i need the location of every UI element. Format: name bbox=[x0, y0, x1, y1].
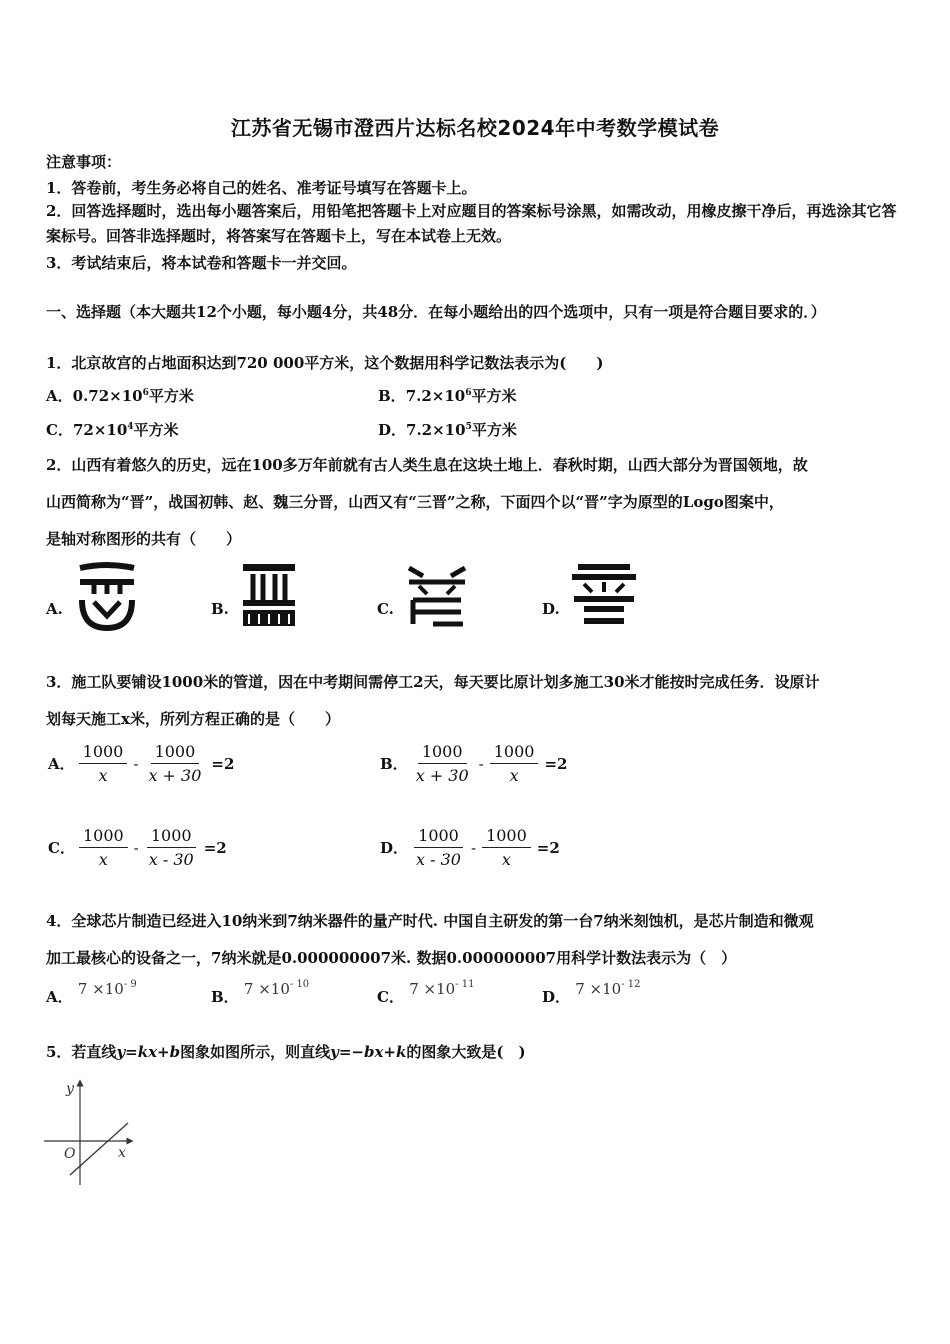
notice-item-2: 2．回答选择题时，选出每小题答案后，用铅笔把答题卡上对应题目的答案标号涂黑，如需改动，用橡皮擦干净后，再选涂其它答案标号。回答非选择题时，将答案写在答题卡上，写在本试卷上无效。 bbox=[46, 202, 897, 245]
question-2-stem-line-1: 2．山西有着悠久的历史，远在100多万年前就有古人类生息在这块土地上．春秋时期，山西大部分为晋国领地，故 bbox=[46, 456, 808, 474]
notice-heading: 注意事项： bbox=[46, 153, 122, 171]
fraction: $\frac{1000}{x - 30}$ bbox=[416, 826, 461, 869]
question-4-stem-line-2: 加工最核心的设备之一，7纳米就是0.000000007米. 数据0.000000007用科学计数法表示为（ ） bbox=[46, 949, 737, 967]
q4-option-a[interactable]: A． $7 \times 10^{- 9}$ bbox=[46, 979, 137, 1006]
x-axis-label: x bbox=[118, 1145, 126, 1161]
q3-option-b[interactable]: B． $\frac{1000}{x + 30}$ - $\frac{1000}{x}$ =2 bbox=[380, 742, 568, 785]
question-3-stem-line-2: 划每天施工x米，所列方程正确的是（ ） bbox=[46, 710, 340, 728]
question-4-stem-line-1: 4．全球芯片制造已经进入10纳米到7纳米器件的量产时代. 中国自主研发的第一台7纳米刻蚀机，是芯片制造和微观 bbox=[46, 912, 814, 930]
question-1-stem: 1．北京故宫的占地面积达到720 000平方米，这个数据用科学记数法表示为( ) bbox=[46, 354, 604, 372]
y-axis-label: y bbox=[66, 1081, 74, 1097]
question-3-stem-line-1: 3．施工队要铺设1000米的管道，因在中考期间需停工2天，每天要比原计划多施工30米才能按时完成任务．设原计 bbox=[46, 673, 820, 691]
notice-item-3: 3．考试结束后，将本试卷和答题卡一并交回。 bbox=[46, 254, 357, 272]
q1-option-b[interactable]: B．$7.2\times 10^6$平方米 bbox=[378, 387, 517, 405]
fraction: $\frac{1000}{x - 30}$ bbox=[148, 826, 194, 869]
origin-label: O bbox=[64, 1146, 76, 1162]
q4-option-d[interactable]: D． $7 \times 10^{- 12}$ bbox=[542, 979, 641, 1006]
section-heading: 一、选择题（本大题共12个小题，每小题4分，共48分．在每小题给出的四个选项中，只有一项是符合题目要求的．） bbox=[46, 303, 826, 321]
q1-option-a[interactable]: A．$0.72\times 10^6$平方米 bbox=[46, 387, 194, 405]
fraction: $\frac{1000}{x + 30}$ bbox=[148, 742, 202, 785]
fraction: $\frac{1000}{x}$ bbox=[79, 826, 128, 869]
jin-logo-c-icon bbox=[405, 560, 469, 630]
fraction: $\frac{1000}{x}$ bbox=[482, 826, 531, 869]
jin-logo-d-icon bbox=[570, 560, 638, 630]
q1-option-c[interactable]: C．$72\times 10^4$平方米 bbox=[46, 421, 179, 439]
jin-logo-a-icon bbox=[74, 560, 140, 632]
fraction: $\frac{1000}{x + 30}$ bbox=[415, 742, 469, 785]
q4-option-b[interactable]: B． $7 \times 10^{- 10}$ bbox=[211, 979, 310, 1006]
q4-option-c[interactable]: C． $7 \times 10^{- 11}$ bbox=[377, 979, 475, 1006]
q1-option-d[interactable]: D．$7.2\times 10^5$平方米 bbox=[378, 421, 517, 439]
exam-page: 江苏省无锡市澄西片达标名校2024年中考数学模试卷 注意事项： 1．答卷前，考生务必将自己的姓名、准考证号填写在答题卡上。 2．回答选择题时，选出每小题答案后，用铅笔把答题卡上对应题目的答案标号涂黑，如需改动，用橡皮擦干净后，再选涂其它答案标号。回答非选择题时，将答案写在答题卡上，写在本试卷上无效。 3．考试结束后，将本试卷和答题卡一并交回。 一、选择题（本大题共12个小题，每小题4分，共48分．在每小题给出的四个选项中，只有一项是符合题目要求的．） 1．北京故宫的占地面积达到720 000平方米，这个数据用科学记数法表示为( ) A．$0.72\times 10^6$平方米 B．$7.2\times 10^6$平方米 C．$72\times 10^4$平方米 D．$7.2\times 10^5$平方米 2．山西有着悠久的历史，远在100多万年前就有古人类生息在这块土地上．春秋时期，山西大部分为晋国领地，故 山西简称为“晋”，战国初韩、赵、魏三分晋，山西又有“三晋”之称，下面四个以“晋”字为原型的Logo图案中， 是轴对称图形的共有（ ） A. B. C. D. 3．施工队要铺设1000米的管道，因在中考期间需停工2天，每天要比原计划多施工30米才能按时完成任务．设原计 划每天施工x米，所列方程正确的是（ ） A． $\frac{1000}{x}$ - $\frac{1000}{x + 30}$ =2 B． $\frac{1000}{x + 30}$ - $\frac{1000}{x}$ =2 C． $\frac{1000}{x}$ - $\frac{1000}{x - 30}$ =2 D． $\frac{1000}{x - 30}$ - $\frac{1000}{x}$ =2 4．全球芯片制造已经进入10纳米到7纳米器件的量产时代. 中国自主研发的第一台7纳米刻蚀机，是芯片制造和微观 加工最核心的设备之一，7纳米就是0.000000007米. 数据0.000000007用科学计数法表示为（ ） A． $7 \times 10^{- 9}$ B． $7 \times 10^{- 10}$ C． $7 \times 10^{- 11}$ D． $7 \times 10^{- 12}$ 5．若直线y=kx+b图象如图所示，则直线y=−bx+k的图象大致是( ) y x O bbox=[0, 0, 950, 1344]
jin-logo-b-icon bbox=[239, 560, 299, 630]
q3-option-d[interactable]: D． $\frac{1000}{x - 30}$ - $\frac{1000}{x}$ =2 bbox=[380, 826, 560, 869]
notice-item-1: 1．答卷前，考生务必将自己的姓名、准考证号填写在答题卡上。 bbox=[46, 179, 477, 197]
question-2-stem-line-2: 山西简称为“晋”，战国初韩、赵、魏三分晋，山西又有“三晋”之称，下面四个以“晋”字为原型的Logo图案中， bbox=[46, 493, 784, 511]
question-2-stem-line-3: 是轴对称图形的共有（ ） bbox=[46, 530, 242, 548]
fraction: $\frac{1000}{x}$ bbox=[490, 742, 539, 785]
page-title: 江苏省无锡市澄西片达标名校2024年中考数学模试卷 bbox=[230, 116, 720, 140]
question-5-stem: 5．若直线y=kx+b图象如图所示，则直线y=−bx+k的图象大致是( ) bbox=[46, 1043, 526, 1061]
q3-option-c[interactable]: C． $\frac{1000}{x}$ - $\frac{1000}{x - 30}$ =2 bbox=[48, 826, 227, 869]
q3-option-a[interactable]: A． $\frac{1000}{x}$ - $\frac{1000}{x + 30}$ =2 bbox=[48, 742, 235, 785]
fraction: $\frac{1000}{x}$ bbox=[79, 742, 128, 785]
q5-line-graph bbox=[40, 1075, 140, 1190]
